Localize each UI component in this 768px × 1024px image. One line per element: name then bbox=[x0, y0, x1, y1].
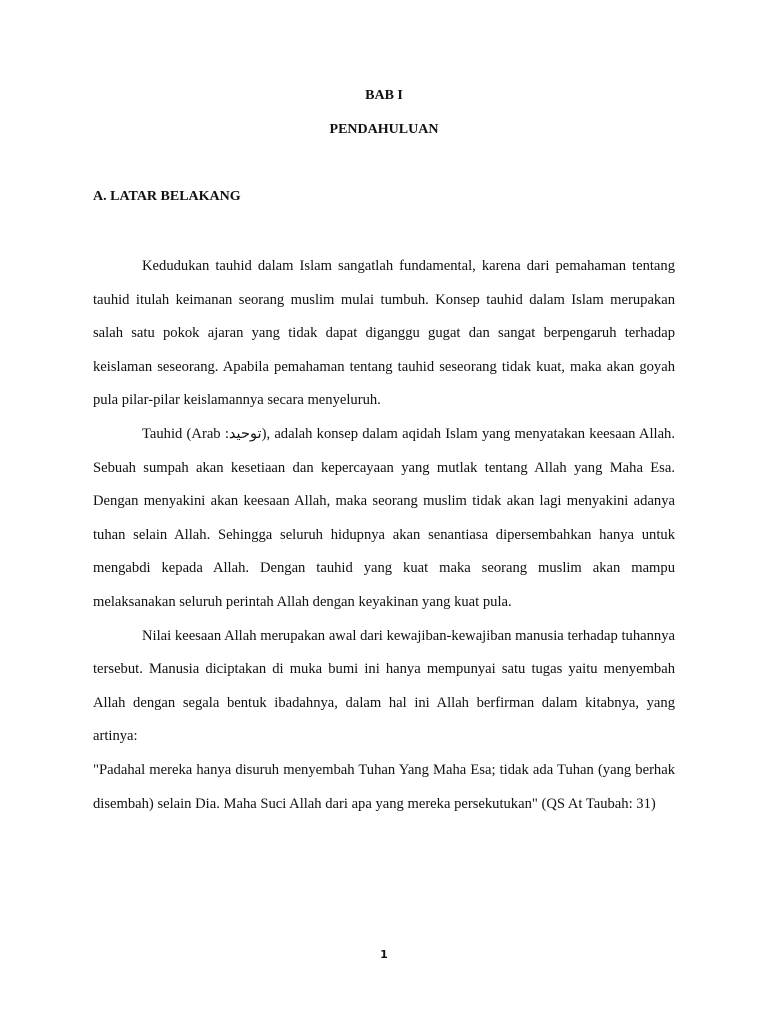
paragraph-2: Tauhid (Arab :توحيد), adalah konsep dalam aqidah Islam yang menyatakan keesaan Allah. Sebuah sumpah akan kesetiaan dan kepercayaan yang mutlak tentang Allah yang Maha Esa. Dengan menyakini akan keesaan Allah, maka seorang muslim tidak akan lagi menyakini adanya tuhan selain Allah. Sehingga seluruh hidupnya akan senantiasa dipersembahkan hanya untuk mengabdi kepada Allah. Dengan tauhid yang kuat maka seorang muslim akan mampu melaksanakan seluruh perintah Allah dengan keyakinan yang kuat pula. bbox=[93, 425, 675, 610]
chapter-title: PENDAHULUAN bbox=[329, 122, 439, 137]
page-number: 1 bbox=[380, 948, 388, 961]
quran-quote: "Padahal mereka hanya disuruh menyembah Tuhan Yang Maha Esa; tidak ada Tuhan (yang berhak disembah) selain Dia. Maha Suci Allah dari apa yang mereka persekutukan" (QS At Taubah: 31) bbox=[93, 761, 675, 812]
chapter-number: BAB I bbox=[365, 88, 403, 103]
section-heading: A. LATAR BELAKANG bbox=[93, 189, 241, 204]
body-text bbox=[93, 250, 675, 821]
paragraph-3: Nilai keesaan Allah merupakan awal dari kewajiban-kewajiban manusia terhadap tuhannya tersebut. Manusia diciptakan di muka bumi ini hanya mempunyai satu tugas yaitu menyembah Allah dengan segala bentuk ibadahnya, dalam hal ini Allah berfirman dalam kitabnya, yang artinya: bbox=[93, 627, 675, 745]
paragraph-1: Kedudukan tauhid dalam Islam sangatlah fundamental, karena dari pemahaman tentang tauhid itulah keimanan seorang muslim mulai tumbuh. Konsep tauhid dalam Islam merupakan salah satu pokok ajaran yang tidak dapat diganggu gugat dan sangat berpengaruh terhadap keislaman seseorang. Apabila pemahaman tentang tauhid seseorang tidak kuat, maka akan goyah pula pilar-pilar keislamannya secara menyeluruh. bbox=[93, 258, 675, 409]
